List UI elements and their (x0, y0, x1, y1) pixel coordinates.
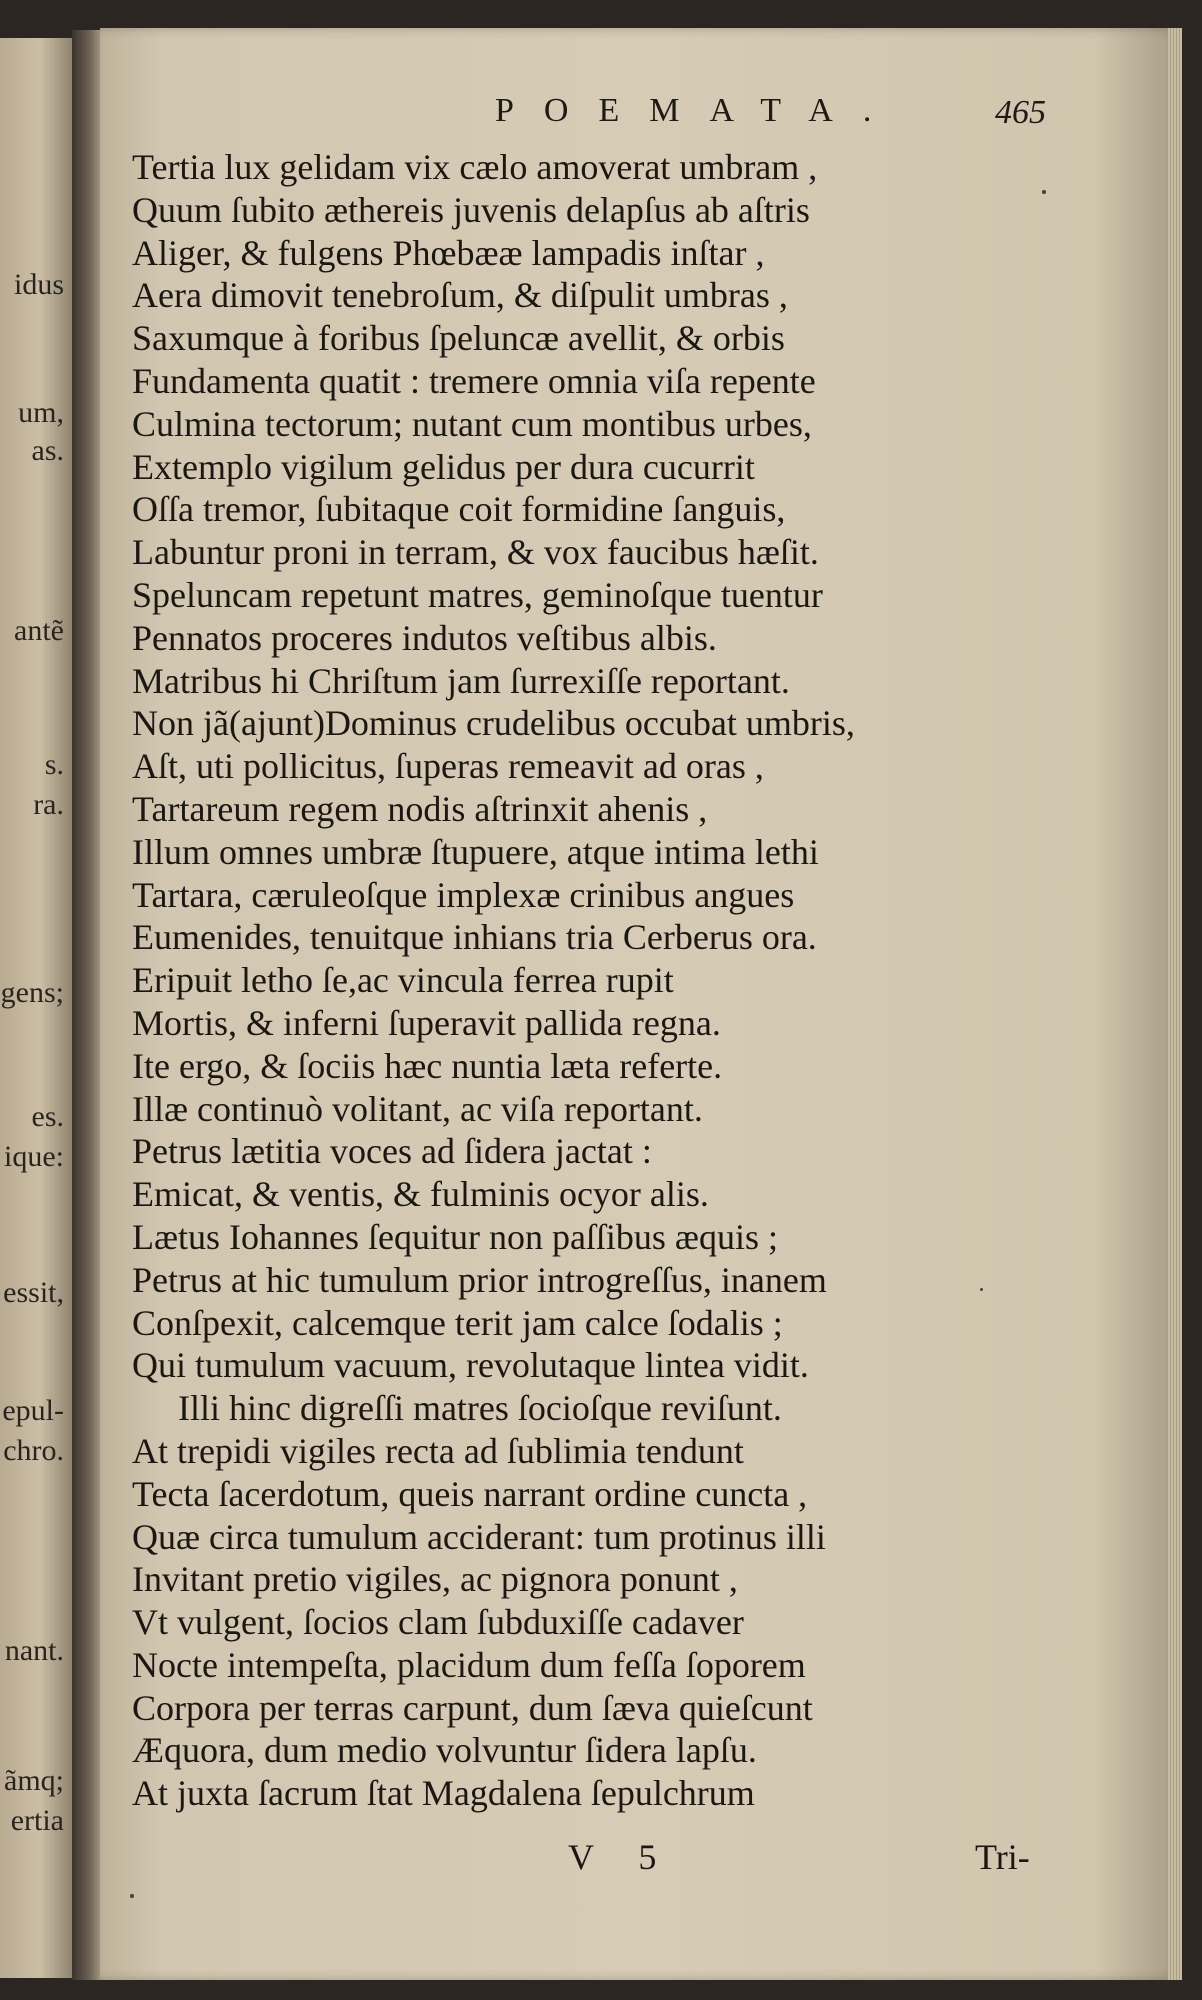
verse-line: Quæ circa tumulum acciderant: tum protinus illi (132, 1516, 826, 1557)
margin-fragment: es. (31, 1100, 64, 1133)
verse-line: At trepidi vigiles recta ad ſublimia tendunt (132, 1430, 744, 1471)
verse-line: Æquora, dum medio volvuntur ſidera lapſu. (132, 1730, 757, 1771)
verse-line: Qui tumulum vacuum, revolutaque lintea vidit. (132, 1345, 809, 1386)
catchword: Tri- (975, 1837, 1030, 1877)
verse-line: Aliger, & fulgens Phœbææ lampadis inſtar , (132, 232, 765, 273)
book-gutter (72, 30, 102, 1980)
verse-line: Conſpexit, calcemque terit jam calce ſodalis ; (132, 1302, 783, 1343)
margin-fragment: antẽ (14, 614, 64, 647)
margin-fragment: ertia (10, 1804, 64, 1837)
verse-line: Petrus at hic tumulum prior introgreſſus, inanem (132, 1259, 827, 1300)
running-title: POEMATA. (495, 92, 902, 129)
verse-line: Lætus Iohannes ſequitur non paſſibus æquis ; (132, 1216, 778, 1257)
margin-fragment: epul- (2, 1394, 64, 1427)
verse-line: Aera dimovit tenebroſum, & diſpulit umbras , (132, 275, 788, 316)
verse-line: Vt vulgent, ſocios clam ſubduxiſſe cadaver (132, 1602, 744, 1643)
verse-line: Mortis, & inferni ſuperavit pallida regna. (132, 1002, 721, 1043)
verse-line: Tertia lux gelidam vix cælo amoverat umbram , (132, 147, 818, 187)
verse-line: Petrus lætitia voces ad ſidera jactat : (132, 1131, 652, 1172)
verse-line: Quum ſubito æthereis juvenis delapſus ab aſtris (132, 189, 810, 230)
verse-line: Nocte intempeſta, placidum dum feſſa ſoporem (132, 1644, 806, 1685)
ink-speck (980, 1288, 983, 1291)
verse-line: Labuntur proni in terram, & vox faucibus hæſit. (132, 532, 819, 573)
ink-speck (130, 1894, 134, 1898)
margin-fragment: as. (31, 434, 64, 467)
page-number: 465 (995, 94, 1046, 131)
verse-line: Pennatos proceres indutos veſtibus albis. (132, 617, 717, 658)
verse-line: Tartara, cæruleoſque implexæ crinibus angues (132, 874, 795, 915)
margin-fragment: ique: (4, 1140, 64, 1173)
verse-line: Matribus hi Chriſtum jam ſurrexiſſe reportant. (132, 660, 790, 701)
verse-line: Non jã(ajunt)Dominus crudelibus occubat umbris, (132, 703, 855, 744)
verse-line: Extemplo vigilum gelidus per dura cucurrit (132, 446, 755, 487)
margin-fragment: um, (18, 396, 64, 429)
verse-line: Aſt, uti pollicitus, ſuperas remeavit ad oras , (132, 746, 764, 787)
verse-line: Corpora per terras carpunt, dum ſæva quieſcunt (132, 1687, 813, 1728)
verse-line: At juxta ſacrum ſtat Magdalena ſepulchrum (132, 1773, 755, 1814)
verse-line: Oſſa tremor, ſubitaque coit formidine ſanguis, (132, 489, 786, 530)
verse-line: Ite ergo, & ſociis hæc nuntia læta referte. (132, 1045, 723, 1086)
verse-line: Saxumque à foribus ſpeluncæ avellit, & orbis (132, 318, 785, 359)
verse-line: Tartareum regem nodis aſtrinxit ahenis , (132, 788, 708, 829)
verse-line: Eumenides, tenuitque inhians tria Cerberus ora. (132, 917, 817, 958)
verse-line: Culmina tectorum; nutant cum montibus urbes, (132, 403, 812, 444)
margin-fragment: nant. (4, 1634, 64, 1667)
verse-line: Invitant pretio vigiles, ac pignora ponunt , (132, 1559, 738, 1600)
margin-fragment: s. (44, 748, 64, 781)
page (100, 28, 1182, 1980)
margin-fragment: ãmq; (4, 1764, 64, 1797)
verse-line: Illæ continuò volitant, ac viſa reportant. (132, 1088, 703, 1129)
verse-line: Speluncam repetunt matres, geminoſque tuentur (132, 574, 823, 615)
page-footer (100, 1836, 1182, 1886)
verse-line: Fundamenta quatit : tremere omnia viſa repente (132, 360, 816, 401)
page-header (100, 92, 1182, 142)
margin-fragment: chro. (3, 1434, 64, 1467)
verse-line: Illi hinc digreſſi matres ſocioſque reviſunt. (178, 1388, 782, 1429)
signature-mark: V 5 (568, 1837, 675, 1877)
ink-speck (1042, 190, 1046, 194)
verse-line: Illum omnes umbræ ſtupuere, atque intima lethi (132, 831, 819, 872)
verse-line: Emicat, & ventis, & fulminis ocyor alis. (132, 1174, 709, 1215)
margin-fragment: essit, (3, 1276, 64, 1309)
margin-fragment: gens; (0, 976, 64, 1009)
facing-page-fragment (0, 38, 72, 1978)
page-edge (1168, 28, 1182, 1980)
verse-text (132, 146, 1142, 1815)
verse-line: Tecta ſacerdotum, queis narrant ordine cuncta , (132, 1473, 808, 1514)
verse-line: Eripuit letho ſe,ac vincula ferrea rupit (132, 960, 674, 1001)
margin-fragment: ra. (33, 788, 64, 821)
margin-fragment: idus (13, 268, 64, 301)
